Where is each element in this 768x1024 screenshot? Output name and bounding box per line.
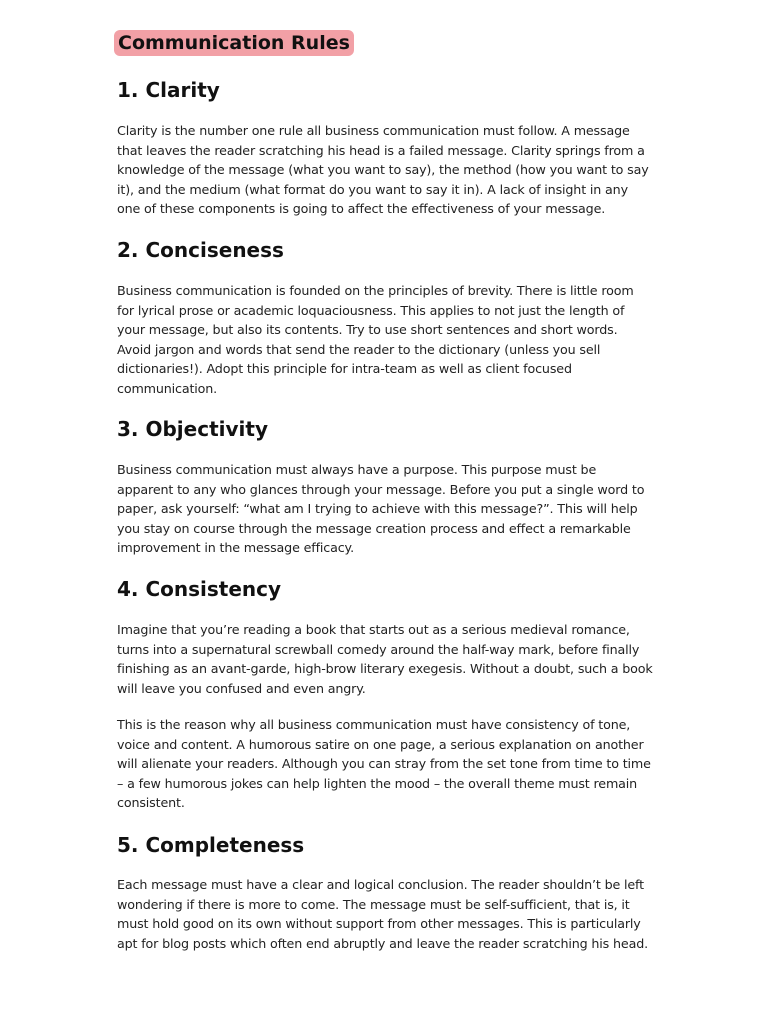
section-heading: 2. Conciseness <box>117 238 284 262</box>
section-paragraph: This is the reason why all business communication must have consistency of tone, voice and content. A humorous satire on one page, a serious explanation on another will alienate your readers. Although you can stray from the set tone from time to time – a few humorous jokes can help lighten the mood – the overall theme must remain consistent. <box>117 717 651 811</box>
section-paragraph: Business communication is founded on the principles of brevity. There is little room for lyrical prose or academic loquaciousness. This applies to not just the length of your message, but also its contents. Try to use short sentences and short words. Avoid jargon and words that send the reader to the dictionary (unless you sell dictionaries!). Adopt this principle for intra-team as well as client focused communication. <box>117 283 634 396</box>
section-objectivity <box>117 415 653 443</box>
section-heading: 1. Clarity <box>117 78 220 102</box>
document-title: Communication Rules <box>114 30 354 56</box>
section-paragraph: Imagine that you’re reading a book that starts out as a serious medieval romance, turns into a supernatural screwball comedy around the half-way mark, before finally finishing as an avant-garde, high-brow literary exegesis. Without a doubt, such a book will leave you confused and even angry. <box>117 622 653 696</box>
section-conciseness <box>117 236 653 264</box>
section-clarity <box>117 76 653 104</box>
section-heading: 5. Completeness <box>117 833 305 857</box>
section-paragraph: Each message must have a clear and logical conclusion. The reader shouldn’t be left wondering if there is more to come. The message must be self-sufficient, that is, it must hold good on its own without support from other messages. This is particularly apt for blog posts which often end abruptly and leave the reader scratching his head. <box>117 877 648 951</box>
section-paragraph: Clarity is the number one rule all business communication must follow. A message that leaves the reader scratching his head is a failed message. Clarity springs from a knowledge of the message (what you want to say), the method (how you want to say it), and the medium (what format do you want to say it in). A lack of insight in any one of these components is going to affect the effectiveness of your message. <box>117 123 649 217</box>
section-consistency <box>117 575 653 603</box>
section-paragraph: Business communication must always have a purpose. This purpose must be apparent to any who glances through your message. Before you put a single word to paper, ask yourself: “what am I trying to achieve with this message?”. This will help you stay on course through the message creation process and effect a remarkable improvement in the message efficacy. <box>117 462 645 556</box>
section-completeness <box>117 831 653 859</box>
section-heading: 3. Objectivity <box>117 417 268 441</box>
section-heading: 4. Consistency <box>117 577 282 601</box>
